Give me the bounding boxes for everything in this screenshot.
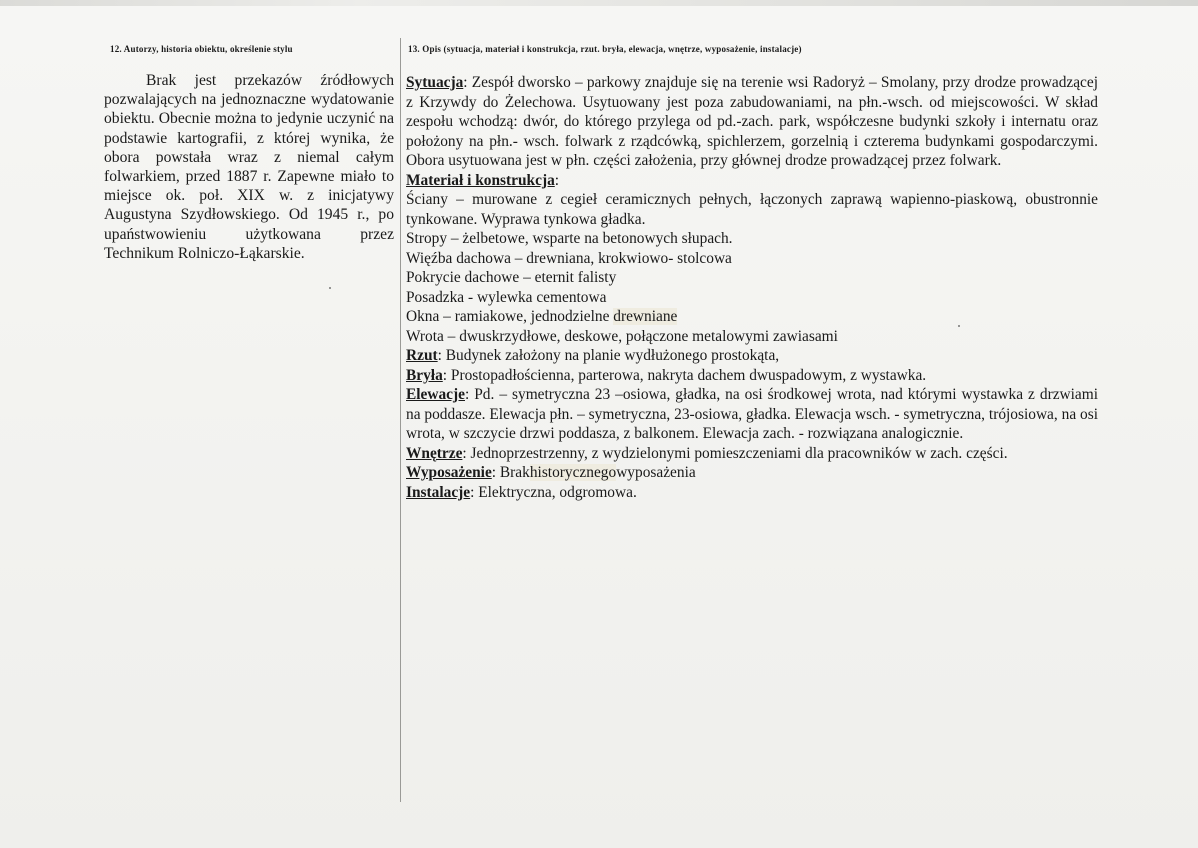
massing-label: Bryła: [406, 366, 443, 384]
equipment-text-pre: : Brak: [491, 464, 530, 481]
equipment-label: Wyposażenie: [406, 464, 492, 481]
interior-label: Wnętrze: [406, 444, 463, 462]
elevations-text: : Pd. – symetryczna 23 –osiowa, gładka, na osi środkowej wrota, nad którymi wystawka z drzwiami na poddasze. Elewacja płn. – symetryczna, 23-osiowa, gładka. Elewacja wsch. - symetryczna, trójosiowa, na osi wrota, w szczycie drzwi poddasza, z balkonem. Elewacja zach. - rozwiązana analogicznie.: [406, 386, 1098, 442]
interior-text: : Jednoprzestrzenny, z wydzielonymi pomieszczeniami dla pracowników w zach. części.: [462, 444, 1008, 462]
equipment-text-post: wyposażenia: [616, 464, 696, 481]
plan-line: [406, 346, 1098, 366]
left-column-header: 12. Autorzy, historia obiektu, określenie stylu: [110, 44, 293, 54]
roof-truss-text: Więźba dachowa – drewniana, krokwiowo- stolcowa: [406, 249, 732, 267]
material-colon: :: [554, 171, 560, 189]
elevations-label: Elewacje: [406, 386, 465, 403]
floor-text: Posadzka - wylewka cementowa: [406, 288, 607, 306]
gates-text: Wrota – dwuskrzydłowe, deskowe, połączone metalowymi zawiasami: [406, 327, 838, 345]
installations-label: Instalacje: [406, 483, 471, 501]
interior-line: [406, 444, 1098, 464]
material-heading: [406, 171, 1098, 191]
history-text: Brak jest przekazów źródłowych pozwalających na jednoznaczne wydatowanie obiektu. Obecnie można to jedynie uczynić na podstawie kartografii, z której wynika, że obora powstała wraz z niemal całym folwarkiem, przed 1887 r. Zapewne miało to miejsce ok. poł. XIX w. z inicjatywy Augustyna Szydłowskiego. Od 1945 r., po upaństwowieniu użytkowana przez Technikum Rolniczo-Łąkarskie.: [104, 72, 394, 262]
history-section: [104, 71, 394, 263]
plan-text: : Budynek założony na planie wydłużonego prostokąta,: [437, 347, 780, 364]
installations-text: : Elektryczna, odgromowa.: [470, 483, 637, 501]
situation-label: Sytuacja: [406, 74, 464, 91]
windows-text: Okna – ramiakowe, jednodzielne: [406, 308, 614, 325]
equipment-highlight: historycznego: [529, 464, 617, 481]
right-column-header: 13. Opis (sytuacja, materiał i konstrukcja, rzut. bryła, elewacja, wnętrze, wyposażenie, instalacje): [408, 44, 802, 54]
massing-line: [406, 366, 1098, 386]
situation-text: : Zespół dworsko – parkowy znajduje się na terenie wsi Radoryż – Smolany, przy drodze prowadzącej z Krzywdy do Żelechowa. Usytuowany jest poza zabudowaniami, na płn.-wsch. od miejscowości. W skład zespołu wchodzą: dwór, do którego przylega od pd.-zach. park, współczesne budynki szkoły i internatu oraz położony na płn.- wsch. folwark z rządcówką, spichlerzem, gorzelnią i czterema budynkami gospodarczymi. Obora usytuowana jest w płn. części założenia, przy głównej drodze prowadzącej przez folwark.: [406, 74, 1098, 169]
description-section: [406, 73, 1098, 502]
scan-edge: [0, 0, 1198, 6]
column-divider: [400, 38, 401, 802]
scan-speck: [958, 325, 960, 327]
windows-line: [406, 307, 1098, 327]
windows-highlight: drewniane: [613, 308, 678, 325]
scan-speck: [329, 287, 331, 289]
material-label: Materiał i konstrukcja: [406, 171, 555, 189]
walls-text: Ściany – murowane z cegieł ceramicznych pełnych, łączonych zaprawą wapienno-piaskową, obustronnie tynkowane. Wyprawa tynkowa gładka.: [406, 191, 1098, 228]
equipment-line: [406, 463, 1098, 483]
roof-covering-text: Pokrycie dachowe – eternit falisty: [406, 269, 617, 286]
plan-label: Rzut: [406, 347, 438, 364]
installations-line: [406, 483, 1098, 503]
elevations-paragraph: [406, 385, 1098, 444]
situation-paragraph: [406, 73, 1098, 171]
ceilings-text: Stropy – żelbetowe, wsparte na betonowych słupach.: [406, 230, 733, 247]
massing-text: : Prostopadłościenna, parterowa, nakryta dachem dwuspadowym, z wystawka.: [442, 366, 927, 384]
